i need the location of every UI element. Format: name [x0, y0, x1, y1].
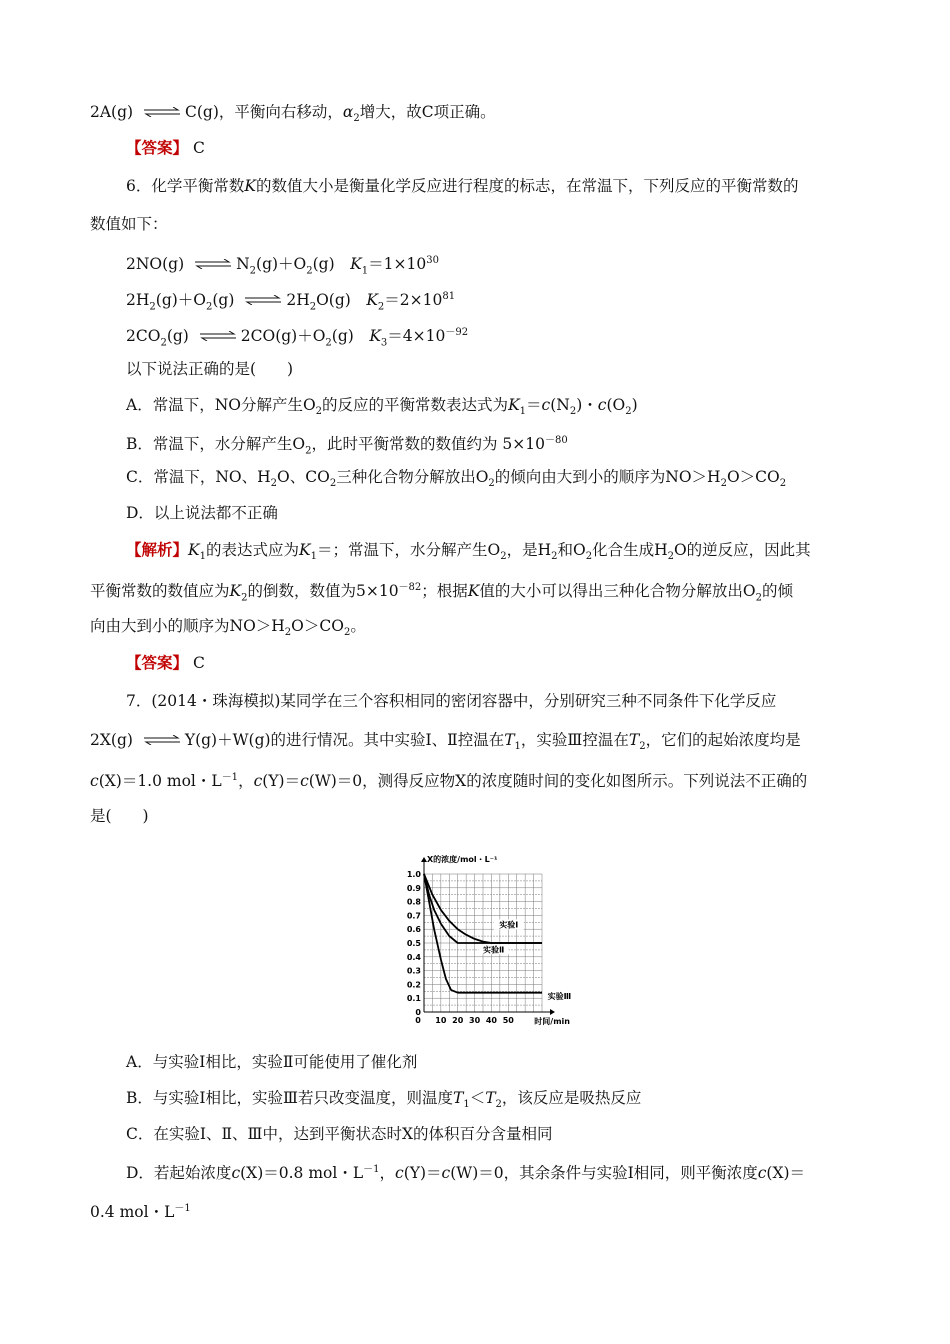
text: 7．(2014・珠海模拟)某同学在三个容积相同的密闭容器中，分别研究三种不同条件下化学反应 — [126, 692, 777, 710]
text: 2 — [488, 478, 495, 490]
text: 化合生成H — [592, 541, 668, 559]
y-tick-label: 0.3 — [406, 966, 421, 976]
text: (X)＝1.0 mol・L — [98, 772, 222, 791]
text: －80 — [544, 435, 568, 446]
reaction-1 — [126, 250, 439, 282]
text: (g)＋O — [256, 255, 307, 274]
text: c — [441, 1164, 451, 1183]
text: 81 — [442, 291, 456, 302]
text: 2 — [495, 1099, 502, 1111]
y-tick-label: 1.0 — [406, 870, 421, 879]
text: O、CO — [277, 468, 330, 486]
text: K — [350, 255, 362, 274]
text: c — [253, 772, 263, 791]
text: ＝1×10 — [368, 255, 427, 274]
text: (Y)＝ — [262, 772, 301, 791]
text: 2 — [270, 478, 278, 490]
text: (g) — [312, 255, 335, 274]
question-6-line — [126, 175, 798, 197]
text: ＝4×10 — [387, 327, 446, 346]
x-tick-label: 20 — [452, 1016, 464, 1025]
text: (g)＋O — [155, 291, 206, 310]
text: 2X(g) — [90, 731, 138, 749]
text: ＝2×10 — [384, 291, 443, 310]
text: K — [369, 327, 381, 346]
text: 数值如下： — [90, 215, 168, 233]
text: 2CO — [126, 327, 161, 346]
text: 2 — [667, 551, 674, 563]
text: ＜ — [469, 1089, 486, 1107]
text: 2 — [305, 445, 312, 457]
text: T — [504, 731, 515, 749]
text: K — [244, 177, 256, 195]
text: c — [757, 1164, 767, 1183]
series-label: 实验Ⅱ — [482, 945, 505, 955]
question-ask — [126, 358, 293, 380]
text: 2 — [353, 113, 360, 125]
text: 2 — [309, 301, 317, 313]
text: (X)＝ — [766, 1164, 806, 1183]
text: D．以上说法都不正确 — [126, 504, 278, 522]
analysis-line — [90, 577, 793, 609]
text: D．若起始浓度 — [126, 1164, 232, 1183]
text-line — [90, 101, 496, 130]
answer-tag: 【答案】 — [126, 653, 189, 672]
text: 和O — [557, 541, 586, 559]
text: 2 — [569, 406, 577, 418]
y-tick-label: 0.7 — [406, 911, 421, 921]
answer-tag: 【答案】 — [126, 138, 189, 157]
concentration-time-chart — [402, 848, 572, 1032]
text: 的数值大小是衡量化学反应进行程度的标志，在常温下，下列反应的平衡常数的 — [255, 177, 799, 195]
text: 值的大小可以得出三种化合物分解放出O — [479, 582, 756, 601]
text: 2 — [325, 337, 332, 349]
y-tick-label: 0.1 — [406, 994, 421, 1004]
y-tick-label: 0.9 — [406, 883, 421, 893]
text: O＞CO — [291, 617, 344, 635]
text: c — [541, 396, 551, 414]
text: 2 — [315, 406, 323, 418]
y-tick-label: 0.2 — [406, 980, 421, 990]
series-label: 实验Ⅲ — [547, 992, 572, 1002]
text: T — [485, 1089, 496, 1107]
text: K — [508, 396, 520, 414]
text: 向由大到小的顺序为NO＞H — [90, 617, 285, 635]
x-tick-label: 10 — [435, 1016, 447, 1025]
text: c — [90, 772, 99, 791]
x-axis-arrow-icon — [550, 1009, 555, 1015]
text: ；根据 — [421, 582, 468, 601]
text: K — [299, 541, 311, 559]
text: 2 — [160, 337, 167, 349]
text: ，此时平衡常数的数值约为 5×10 — [311, 435, 545, 454]
question-7-line — [126, 690, 776, 712]
option-d — [126, 502, 278, 524]
text: T — [452, 1089, 464, 1107]
reaction-3 — [126, 322, 468, 354]
text: 的倾 — [762, 582, 794, 601]
text: 三种化合物分解放出O — [336, 468, 489, 486]
text: (g) — [212, 291, 240, 310]
text: 2A(g) — [90, 103, 138, 121]
text: ，是H — [506, 541, 552, 559]
text: 1 — [199, 551, 206, 563]
text: 是( ) — [90, 807, 149, 825]
y-axis-label: X的浓度/mol・L⁻¹ — [427, 855, 498, 864]
text: N — [236, 255, 250, 274]
text: 2 — [639, 741, 646, 753]
text: 1 — [463, 1099, 470, 1111]
text: 2NO(g) — [126, 255, 190, 274]
x-axis-label: 时间/min — [534, 1017, 570, 1026]
text: B．常温下，水分解产生O — [126, 435, 306, 454]
text: 2 — [306, 265, 313, 277]
text: )・ — [576, 396, 598, 414]
text: ， — [238, 772, 254, 791]
text: c — [231, 1164, 241, 1183]
option-d — [126, 1159, 805, 1184]
text: 。 — [350, 617, 366, 635]
text: O＞CO — [726, 468, 780, 486]
answer-line — [126, 652, 205, 674]
text: 1 — [310, 551, 317, 563]
x-tick-label: 30 — [469, 1016, 481, 1025]
text: 2 — [284, 627, 292, 639]
text: 1 — [514, 741, 521, 753]
text: (Y)＝ — [403, 1164, 442, 1183]
text: －1 — [221, 772, 239, 783]
text: K — [188, 541, 200, 559]
text: c — [300, 772, 309, 791]
text: 2H — [126, 291, 150, 310]
text: ，该反应是吸热反应 — [501, 1089, 642, 1107]
text: 2 — [249, 265, 257, 277]
option-d-cont — [90, 1198, 191, 1223]
question-7-line — [90, 729, 801, 758]
question-7-line — [90, 805, 149, 827]
text: 2 — [625, 406, 632, 418]
option-b — [126, 1087, 641, 1116]
text: ) — [631, 396, 638, 414]
y-tick-label: 0.4 — [406, 952, 421, 962]
y-tick-label: 0.5 — [406, 939, 421, 948]
text: α — [342, 103, 354, 121]
text: －82 — [398, 582, 422, 593]
question-7-line — [90, 767, 807, 792]
y-tick-label: 0.8 — [406, 897, 421, 907]
series-label: 实验Ⅰ — [499, 920, 519, 930]
text: 2 — [241, 592, 248, 604]
text: 2CO(g)＋O — [240, 327, 326, 346]
text: ，它们的起始浓度均是 — [645, 731, 801, 749]
text: C(g)，平衡向右移动， — [185, 103, 343, 121]
text: O的逆反应，因此其 — [673, 541, 811, 559]
text: 2 — [500, 551, 507, 563]
text: C．常温下，NO、H — [126, 468, 271, 486]
text: A．常温下，NO分解产生O — [126, 396, 316, 414]
text: C．在实验Ⅰ、Ⅱ、Ⅲ中，达到平衡状态时X的体积百分含量相同 — [126, 1125, 553, 1143]
text: K — [467, 582, 480, 601]
text: c — [597, 396, 607, 414]
text: 3 — [380, 337, 388, 349]
answer-value: C — [188, 654, 205, 672]
text: 的倒数，数值为5×10 — [247, 582, 399, 601]
text: 30 — [426, 255, 439, 266]
text: 2 — [585, 551, 593, 563]
text: T — [628, 731, 640, 749]
text: ，实验Ⅲ控温在 — [520, 731, 629, 749]
text: 2 — [755, 592, 762, 604]
text: 6．化学平衡常数 — [126, 177, 245, 195]
text: K — [366, 291, 378, 310]
text: －92 — [445, 327, 469, 338]
equilibrium-arrow-icon — [243, 295, 283, 305]
x-tick-label: 40 — [485, 1016, 497, 1025]
answer-value: C — [188, 139, 205, 157]
equilibrium-arrow-icon — [142, 735, 182, 745]
text: O(g) — [316, 291, 351, 310]
option-a — [126, 394, 638, 423]
option-b — [126, 430, 568, 462]
text: (W)＝0，其余条件与实验Ⅰ相同，则平衡浓度 — [450, 1164, 758, 1183]
option-a — [126, 1051, 417, 1073]
text: ， — [379, 1164, 396, 1183]
option-c — [126, 1123, 553, 1145]
equilibrium-arrow-icon — [198, 331, 238, 341]
text: 2 — [206, 301, 213, 313]
text: 1 — [519, 406, 527, 418]
text: 2 — [551, 551, 558, 563]
text: 的反应的平衡常数表达式为 — [322, 396, 509, 414]
text: Y(g)＋W(g)的进行情况。其中实验Ⅰ、Ⅱ控温在 — [184, 731, 505, 749]
text: (g) — [166, 327, 194, 346]
text: ＝；常温下，水分解产生O — [316, 541, 501, 559]
text: (X)＝0.8 mol・L — [240, 1164, 364, 1183]
text: 的表达式应为 — [205, 541, 299, 559]
option-c — [126, 466, 786, 495]
text: 2 — [720, 478, 727, 490]
text: (O — [606, 396, 626, 414]
text: 1 — [361, 265, 369, 277]
text: (W)＝0，测得反应物X的浓度随时间的变化如图所示。下列说法不正确的 — [308, 772, 808, 791]
text: 2 — [343, 627, 351, 639]
text: 平衡常数的数值应为 — [90, 582, 230, 601]
equilibrium-arrow-icon — [193, 259, 233, 269]
text: 0.4 mol・L — [90, 1203, 175, 1222]
y-tick-label: 0 — [415, 1008, 421, 1017]
text: 2 — [329, 478, 337, 490]
x-tick-label: 0 — [415, 1016, 421, 1025]
x-tick-label: 50 — [502, 1016, 514, 1025]
text: 2 — [377, 301, 385, 313]
text: 的倾向由大到小的顺序为NO＞H — [494, 468, 721, 486]
reaction-2 — [126, 286, 455, 318]
text: K — [229, 582, 242, 601]
text: 2 — [779, 478, 787, 490]
text: －1 — [363, 1164, 380, 1175]
text: 以下说法正确的是( ) — [126, 360, 294, 378]
text: (g) — [331, 327, 354, 346]
text: c — [395, 1164, 404, 1183]
text: －1 — [174, 1203, 191, 1214]
equilibrium-arrow-icon — [142, 107, 182, 117]
analysis-line — [126, 539, 811, 568]
text-line — [90, 213, 168, 235]
text: ＝ — [526, 396, 542, 414]
text: A．与实验Ⅰ相比，实验Ⅱ可能使用了催化剂 — [126, 1053, 418, 1071]
text: 2 — [149, 301, 156, 313]
text: B．与实验Ⅰ相比，实验Ⅲ若只改变温度，则温度 — [126, 1089, 453, 1107]
text: 增大，故C项正确。 — [359, 103, 496, 121]
analysis-tag: 【解析】 — [126, 540, 189, 559]
y-tick-label: 0.6 — [406, 925, 421, 935]
answer-line — [126, 137, 205, 159]
text: (N — [550, 396, 570, 414]
analysis-line — [90, 615, 366, 644]
text: 2H — [286, 291, 310, 310]
